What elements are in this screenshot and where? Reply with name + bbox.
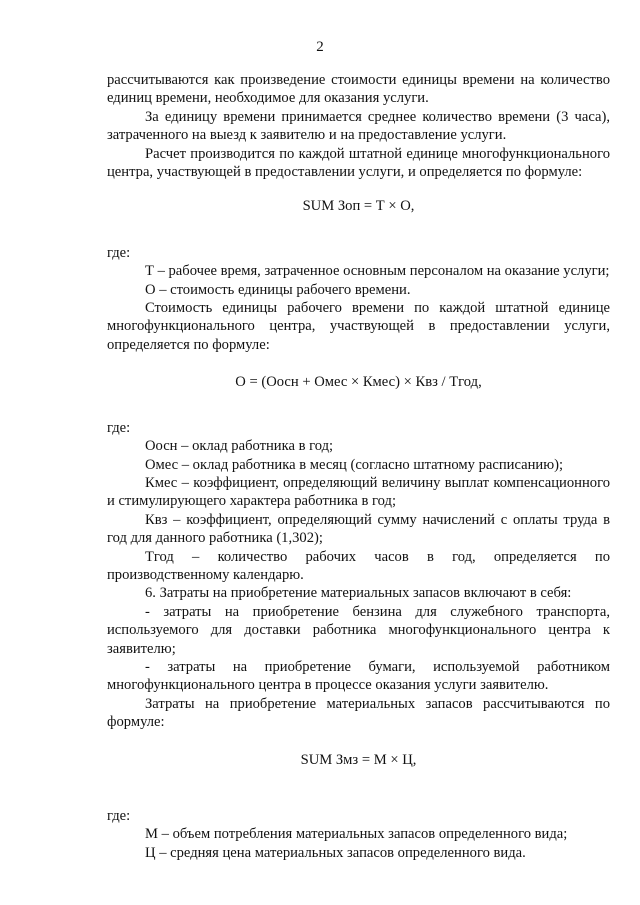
document-body	[107, 71, 610, 862]
definition-average-price: Ц – средняя цена материальных запасов определенного вида.	[145, 844, 526, 861]
definition-accrual-coefficient: Квз – коэффициент, определяющий сумму начислений с оплаты труда в год для данного работника (1,302);	[107, 511, 610, 547]
paragraph-time-unit: За единицу времени принимается среднее количество времени (3 часа), затраченного на выезд к заявителю и на предоставление услуги.	[107, 108, 610, 144]
definition-consumption-volume: М – объем потребления материальных запасов определенного вида;	[145, 826, 568, 843]
definition-monthly-coefficient: Кмес – коэффициент, определяющий величину выплат компенсационного и стимулирующего характера работника в год;	[107, 474, 610, 510]
paragraph-unit-cost-formula-intro: Стоимость единицы рабочего времени по каждой штатной единице многофункционального центра, участвующей в предоставлении услуги, определяется по формуле:	[107, 300, 610, 353]
where-label: где:	[107, 419, 131, 436]
paragraph-material-costs-heading: 6. Затраты на приобретение материальных запасов включают в себя:	[145, 585, 572, 602]
definition-work-time: Т – рабочее время, затраченное основным персоналом на оказание услуги;	[145, 263, 610, 280]
definition-monthly-salary: Омес – оклад работника в месяц (согласно штатному расписанию);	[145, 456, 564, 473]
formula-unit-cost: О = (Оосн + Омес × Кмес) × Квз / Тгод,	[235, 374, 482, 391]
paragraph-calculation-basis: Расчет производится по каждой штатной единице многофункционального центра, участвующей в предоставлении услуги, и определяется по формуле:	[107, 145, 610, 181]
paragraph-cost-calculation: рассчитываются как произведение стоимости единицы времени на количество единиц времени, необходимое для оказания услуги.	[107, 72, 610, 107]
where-label: где:	[107, 808, 131, 824]
list-item-fuel-costs: - затраты на приобретение бензина для служебного транспорта, используемого для доставки работника многофункционального центра к заявителю;	[107, 603, 610, 657]
definition-annual-salary: Оосн – оклад работника в год;	[145, 438, 334, 455]
formula-labor-cost: SUM Зоп = Т × О,	[302, 198, 415, 215]
definition-annual-hours: Тгод – количество рабочих часов в год, определяется по производственному календарю.	[107, 548, 610, 583]
list-item-paper-costs: - затраты на приобретение бумаги, используемой работником многофункционального центра в процессе оказания услуги заявителю.	[107, 658, 610, 694]
definition-unit-cost: О – стоимость единицы рабочего времени.	[145, 281, 411, 298]
paragraph-material-formula-intro: Затраты на приобретение материальных запасов рассчитываются по формуле:	[107, 695, 610, 731]
page-number: 2	[316, 39, 324, 55]
where-label: где:	[107, 244, 131, 261]
formula-material-costs: SUM Змз = М × Ц,	[300, 751, 417, 768]
